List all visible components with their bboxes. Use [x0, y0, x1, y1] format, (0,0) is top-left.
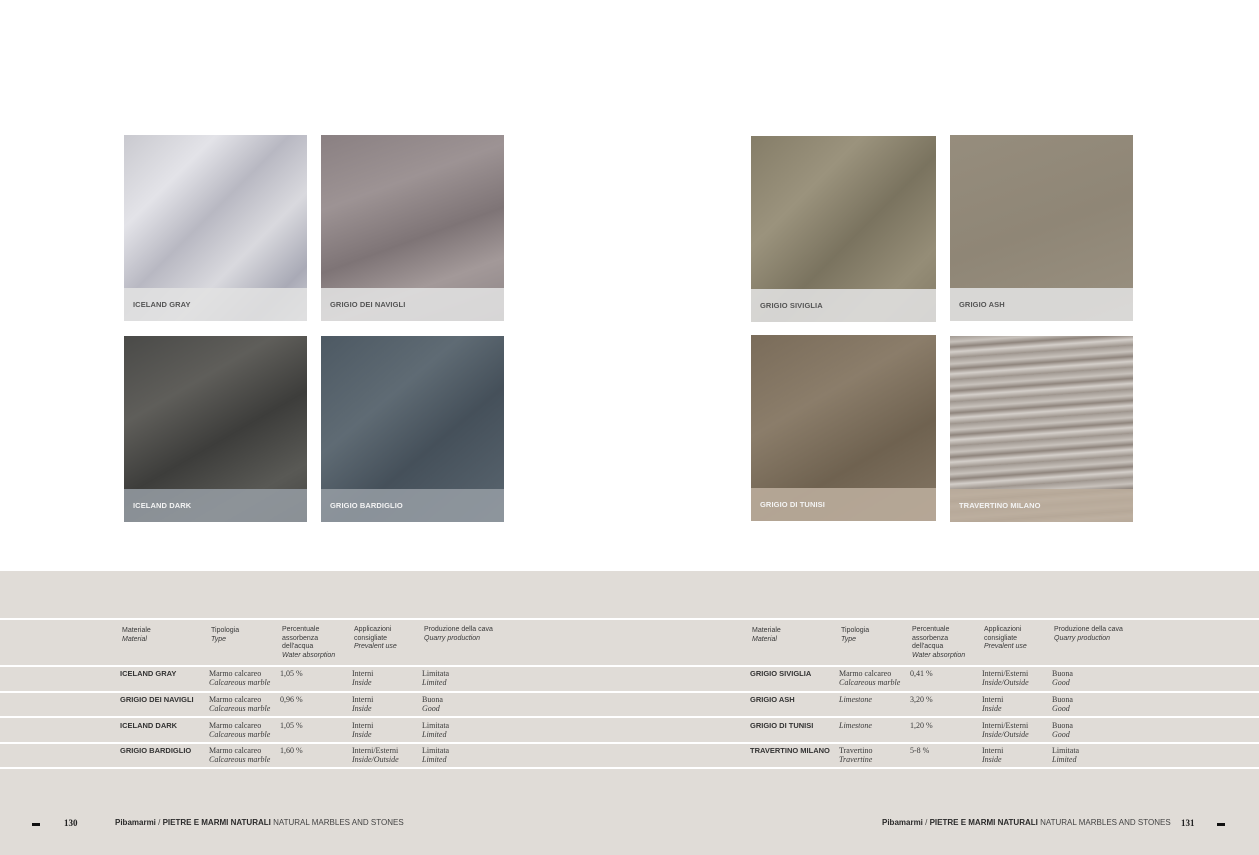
- sample-label: ICELAND GRAY: [133, 300, 191, 309]
- material-name: GRIGIO BARDIGLIO: [120, 746, 192, 755]
- sample-tile-grigio-ash: [950, 135, 1133, 321]
- quarry-cell: Buona Good: [1052, 721, 1073, 739]
- sample-label: GRIGIO ASH: [959, 300, 1005, 309]
- page-number-left: 130: [64, 818, 78, 828]
- header-absorption: Percentuale assorbenza dell'acqua Water absorption: [282, 626, 336, 659]
- quarry-cell: Limitata Limited: [422, 721, 450, 739]
- header-material: Materiale Material: [122, 627, 151, 643]
- footer-running-head-right: Pibamarmi / PIETRE E MARMI NATURALI NATURAL MARBLES AND STONES: [882, 818, 1171, 827]
- sample-label: GRIGIO BARDIGLIO: [330, 501, 403, 510]
- material-name: ICELAND DARK: [120, 721, 178, 730]
- absorption-cell: 0,41 %: [910, 669, 933, 678]
- type-cell: Marmo calcareo Calcareous marble: [209, 669, 271, 687]
- sample-label: TRAVERTINO MILANO: [959, 501, 1041, 510]
- use-cell: Interni Inside: [352, 721, 374, 739]
- quarry-cell: Limitata Limited: [1052, 746, 1080, 764]
- material-name: GRIGIO SIVIGLIA: [750, 669, 812, 678]
- use-cell: Interni/Esterni Inside/Outside: [352, 746, 399, 764]
- type-cell: Marmo calcareo Calcareous marble: [209, 695, 271, 713]
- header-material: Materiale Material: [752, 627, 781, 643]
- sample-tile-grigio-bardiglio: [321, 336, 504, 522]
- header-type: Tipologia Type: [211, 627, 240, 643]
- footer-dash-right: [1217, 823, 1225, 826]
- sample-label: ICELAND DARK: [133, 501, 192, 510]
- header-use: Applicazioni consigliate Prevalent use: [354, 626, 397, 650]
- type-cell: Limestone: [839, 721, 872, 730]
- sample-tile-grigio-siviglia: [751, 136, 936, 322]
- type-cell: Marmo calcareo Calcareous marble: [209, 746, 271, 764]
- sample-tile-grigio-di-tunisi: [751, 335, 936, 521]
- type-cell: Marmo calcareo Calcareous marble: [839, 669, 901, 687]
- use-cell: Interni/Esterni Inside/Outside: [982, 721, 1029, 739]
- footer-dash-left: [32, 823, 40, 826]
- use-cell: Interni Inside: [982, 746, 1004, 764]
- sample-tile-travertino-milano: [950, 336, 1133, 522]
- sample-tile-grigio-dei-navigli: [321, 135, 504, 321]
- use-cell: Interni/Esterni Inside/Outside: [982, 669, 1029, 687]
- absorption-cell: 1,60 %: [280, 746, 303, 755]
- material-name: GRIGIO ASH: [750, 695, 795, 704]
- page-number-right: 131: [1181, 818, 1195, 828]
- material-name: GRIGIO DI TUNISI: [750, 721, 814, 730]
- header-quarry: Produzione della cava Quarry production: [424, 626, 493, 642]
- technical-data-panel: [0, 571, 1259, 855]
- type-cell: Marmo calcareo Calcareous marble: [209, 721, 271, 739]
- material-name: GRIGIO DEI NAVIGLI: [120, 695, 194, 704]
- type-cell: Limestone: [839, 695, 872, 704]
- material-name: TRAVERTINO MILANO: [750, 746, 830, 755]
- quarry-cell: Buona Good: [1052, 669, 1073, 687]
- absorption-cell: 1,05 %: [280, 721, 303, 730]
- header-absorption: Percentuale assorbenza dell'acqua Water absorption: [912, 626, 966, 659]
- material-name: ICELAND GRAY: [120, 669, 177, 678]
- sample-label: GRIGIO SIVIGLIA: [760, 301, 823, 310]
- footer-running-head-left: Pibamarmi / PIETRE E MARMI NATURALI NATURAL MARBLES AND STONES: [115, 818, 404, 827]
- absorption-cell: 0,96 %: [280, 695, 303, 704]
- sample-label: GRIGIO DEI NAVIGLI: [330, 300, 406, 309]
- type-cell: Travertino Travertine: [839, 746, 873, 764]
- use-cell: Interni Inside: [982, 695, 1004, 713]
- sample-tile-iceland-gray: [124, 135, 307, 321]
- quarry-cell: Buona Good: [422, 695, 443, 713]
- sample-label: GRIGIO DI TUNISI: [760, 500, 825, 509]
- absorption-cell: 5-8 %: [910, 746, 930, 755]
- use-cell: Interni Inside: [352, 669, 374, 687]
- quarry-cell: Buona Good: [1052, 695, 1073, 713]
- header-use: Applicazioni consigliate Prevalent use: [984, 626, 1027, 650]
- header-quarry: Produzione della cava Quarry production: [1054, 626, 1123, 642]
- use-cell: Interni Inside: [352, 695, 374, 713]
- absorption-cell: 3,20 %: [910, 695, 933, 704]
- absorption-cell: 1,20 %: [910, 721, 933, 730]
- header-type: Tipologia Type: [841, 627, 870, 643]
- sample-tile-iceland-dark: [124, 336, 307, 522]
- quarry-cell: Limitata Limited: [422, 746, 450, 764]
- absorption-cell: 1,05 %: [280, 669, 303, 678]
- quarry-cell: Limitata Limited: [422, 669, 450, 687]
